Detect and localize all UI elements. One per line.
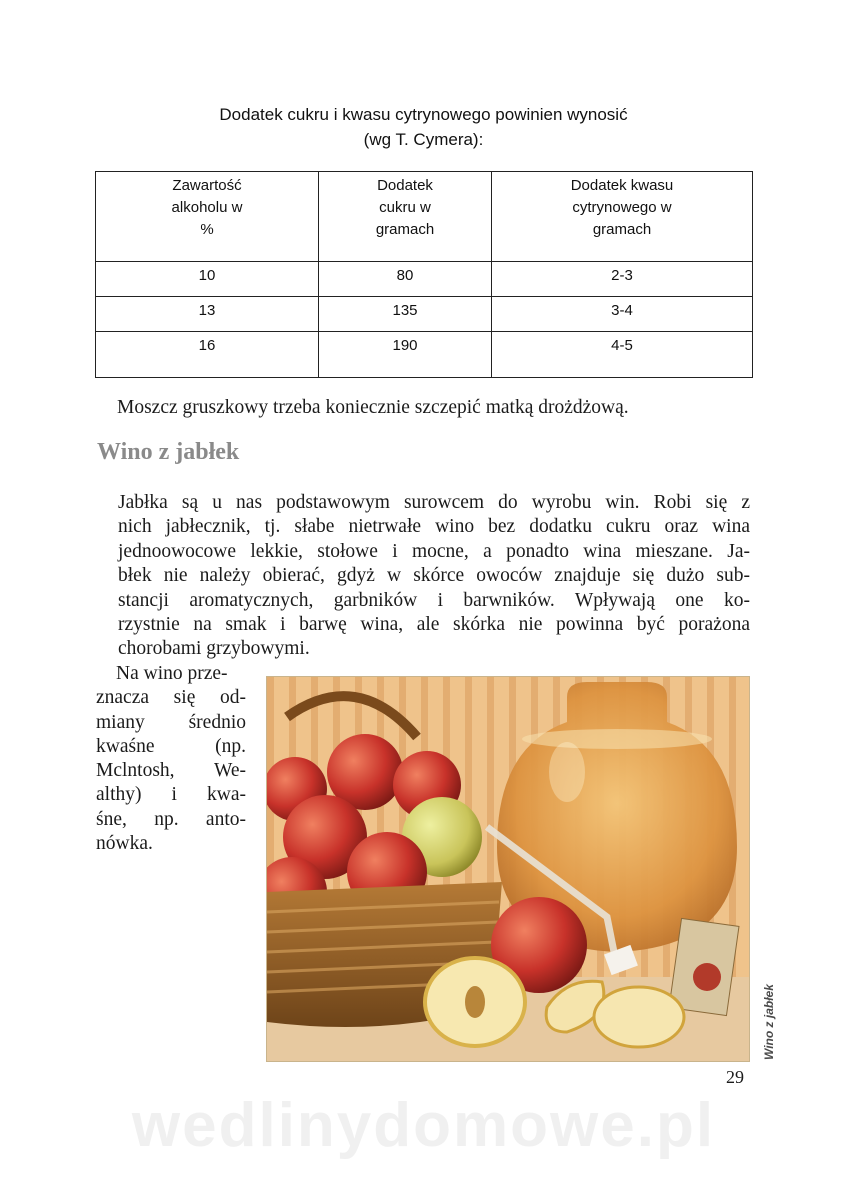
table-cell-sugar: 135 — [319, 297, 492, 332]
table-cell-acid: 2-3 — [492, 262, 753, 297]
paragraph-line: miany średnio — [96, 711, 246, 733]
paragraph-line: kwaśne (np. — [96, 735, 246, 757]
header-sugar-addition — [319, 172, 492, 262]
paragraph-line: Na wino prze- — [116, 663, 228, 684]
section-heading: Wino z jabłek — [97, 439, 240, 465]
table-cell-acid: 3-4 — [492, 297, 753, 332]
paragraph-line: Mclntosh, We- — [96, 760, 246, 782]
table-caption-line-2: (wg T. Cymera): — [363, 130, 484, 149]
table-cell-alcohol: 13 — [96, 297, 319, 332]
header-line: gramach — [592, 221, 652, 238]
table-cell-sugar: 190 — [319, 332, 492, 378]
paragraph-line: znacza się od- — [96, 687, 246, 709]
apple-wine-illustration — [267, 677, 749, 1061]
photo-caption — [762, 968, 782, 1060]
watermark: wedlinydomowe.pl — [131, 1091, 716, 1160]
header-line: Dodatek — [377, 177, 433, 194]
paragraph-line: stancji aromatycznych, garbników i barwników. Wpływają one ko- — [118, 589, 750, 611]
paragraph-line: nówka. — [96, 833, 153, 855]
table-row — [96, 297, 753, 332]
paragraph-line: nich jabłecznik, tj. słabe nietrwałe wino bez dodatku cukru oraz wina — [118, 516, 750, 538]
header-line: % — [200, 221, 214, 238]
apple-varieties-paragraph — [96, 662, 246, 856]
apple-wine-paragraph — [96, 491, 750, 662]
page-number: 29 — [726, 1067, 744, 1087]
header-line: cukru w — [379, 199, 431, 216]
sugar-acid-table — [95, 171, 753, 378]
header-alcohol-content — [96, 172, 319, 262]
paragraph-line: althy) i kwa- — [96, 784, 246, 806]
table-row — [96, 262, 753, 297]
table-header-row — [96, 172, 753, 262]
header-line: cytrynowego w — [572, 199, 672, 216]
header-citric-acid-addition — [492, 172, 753, 262]
paragraph-line: rzystnie na smak i barwę wina, ale skórka nie powinna być porażona — [118, 614, 750, 636]
header-line: alkoholu w — [171, 199, 243, 216]
header-line: Zawartość — [172, 177, 242, 194]
table-row — [96, 332, 753, 378]
table-caption — [96, 102, 751, 152]
table-cell-acid: 4-5 — [492, 332, 753, 378]
paragraph-line: błek nie należy obierać, gdyż w skórce owoców znajduje się dużo sub- — [118, 565, 750, 587]
pear-must-note: Moszcz gruszkowy trzeba koniecznie szczepić matką drożdżową. — [117, 397, 629, 418]
table-cell-alcohol: 10 — [96, 262, 319, 297]
paragraph-line: jednoowocowe lekkie, stołowe i mocne, a ponadto wina mieszane. Ja- — [118, 540, 750, 562]
table-cell-alcohol: 16 — [96, 332, 319, 378]
paragraph-line: chorobami grzybowymi. — [118, 638, 310, 660]
photo-caption-text: Wino z jabłek — [762, 984, 776, 1060]
paragraph-line: śne, np. anto- — [96, 808, 246, 830]
table-cell-sugar: 80 — [319, 262, 492, 297]
header-line: gramach — [375, 221, 435, 238]
table-caption-line-1: Dodatek cukru i kwasu cytrynowego powinien wynosić — [219, 105, 628, 124]
header-line: Dodatek kwasu — [570, 177, 674, 194]
apple-wine-photo — [266, 676, 750, 1062]
paragraph-line: Jabłka są u nas podstawowym surowcem do wyrobu win. Robi się z — [118, 492, 750, 513]
